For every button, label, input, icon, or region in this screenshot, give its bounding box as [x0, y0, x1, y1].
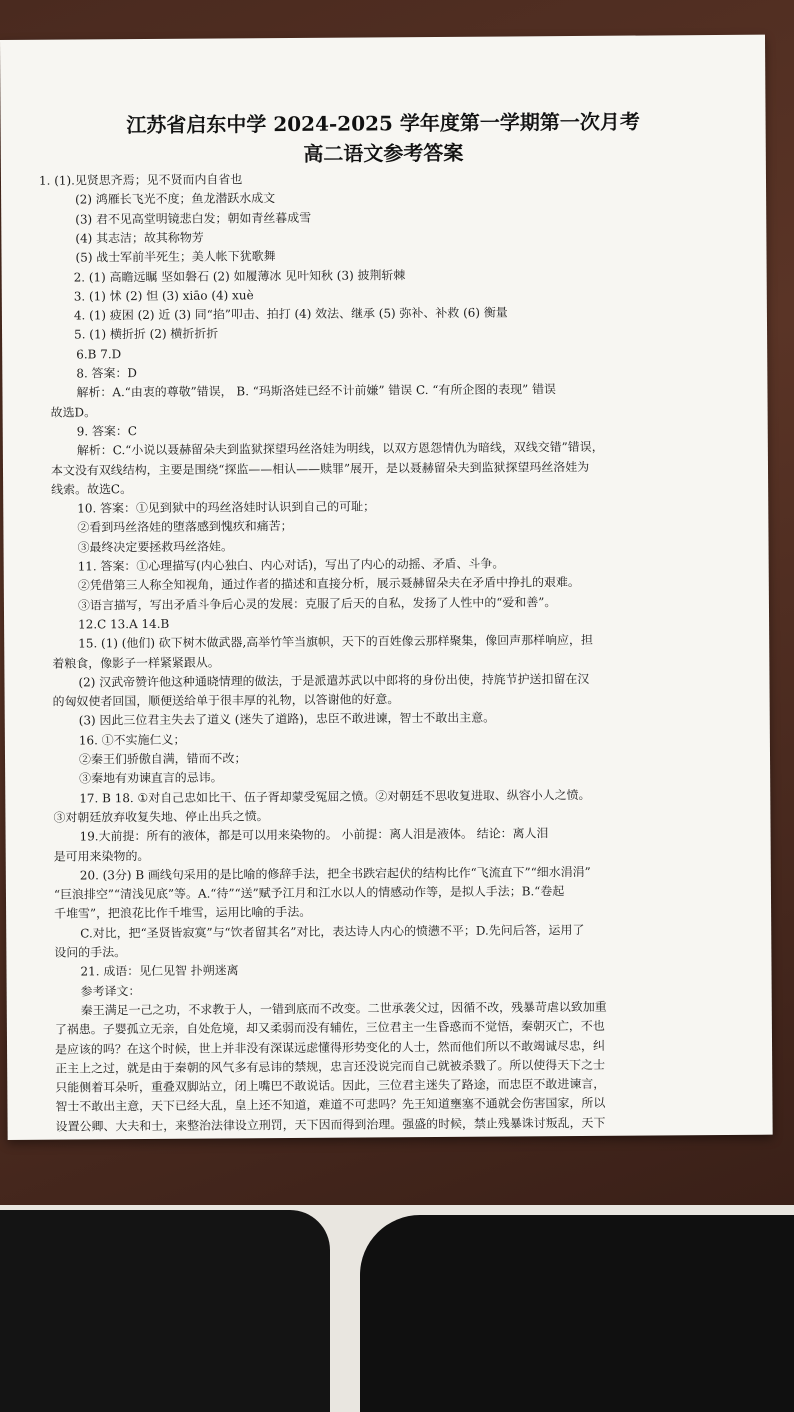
text-line: 是应该的吗？在这个时候，世上并非没有深谋远虑懂得形势变化的人士，然而他们所以不敢竭诚尽忠，纠: [54, 1038, 605, 1057]
text-line: ②凭借第三人称全知视角，通过作者的描述和直接分析，展示聂赫留朵夫在矛盾中挣扎的艰难。: [77, 575, 580, 593]
exam-answer-sheet: [0, 35, 773, 1140]
text-line: 是可用来染物的。: [53, 848, 150, 864]
text-line: 10. 答案：①见到狱中的玛丝洛娃时认识到自己的可耻；: [77, 499, 376, 516]
text-line: 3. (1) 怵 (2) 怛 (3) xiāo (4) xuè: [73, 288, 254, 304]
text-line: 20. (3分) B 画线句采用的是比喻的修辞手法，把全书跌宕起伏的结构比作“飞流直下”“细水涓涓”: [79, 864, 591, 883]
text-line: 设问的手法。: [54, 945, 127, 960]
text-line: (5) 战士军前半死生；美人帐下犹歌舞: [75, 249, 276, 265]
text-line: (3) 因此三位君主失去了道义 (迷失了道路)，忠臣不敢进谏，智士不敢出主意。: [78, 710, 496, 728]
text-line: (2) 鸿雁长飞光不度；鱼龙潜跃水成文: [75, 191, 276, 207]
document-title: 江苏省启东中学 2024-2025 学年度第一学期第一次月考: [126, 109, 640, 138]
dark-clothing-left: [0, 1210, 330, 1412]
text-line: 着粮食，像影子一样紧紧跟从。: [52, 654, 220, 671]
text-line: 19.大前提：所有的液体，都是可以用来染物的。 小前提：离人泪是液体。 结论：离人泪: [79, 826, 549, 844]
text-line: 11. 答案：①心理描写(内心独白、内心对话)，写出了内心的动摇、矛盾、斗争。: [77, 556, 505, 574]
text-line: ③秦地有劝谏直言的忌讳。: [79, 770, 223, 786]
text-line: 8. 答案：D: [76, 366, 138, 381]
text-line: C.对比，把“圣贤皆寂寞”与“饮者留其名”对比，表达诗人内心的愤懑不平；D.先问后答，运用了: [80, 922, 585, 941]
text-line: 6.B 7.D: [76, 346, 122, 362]
text-line: “巨浪排空”“清浅见底”等。A.“待”“送”赋予江月和江水以人的情感动作等，是拟人手法；B.“卷起: [53, 884, 565, 902]
text-line: 正主上之过，就是由于秦朝的风气多有忌讳的禁规，忠言还没说完而自己就被杀戮了。所以使得天下之士: [55, 1057, 606, 1076]
text-line: 5. (1) 横折折 (2) 横折折折: [74, 326, 219, 342]
text-line: 智士不敢出主意，天下已经大乱，皇上还不知道，难道不可悲吗？先王知道壅塞不通就会伤害国家，所以: [55, 1096, 606, 1115]
text-line: 9. 答案：C: [76, 423, 138, 439]
text-line: (3) 君不见高堂明镜悲白发；朝如青丝暮成雪: [75, 210, 312, 227]
text-line: 2. (1) 高瞻远瞩 坚如磐石 (2) 如履薄冰 见叶知秋 (3) 披荆斩棘: [73, 267, 406, 284]
text-line: ③语言描写，写出矛盾斗争后心灵的发展：克服了后天的自私，发扬了人性中的“爱和善”。: [77, 594, 557, 613]
text-line: (4) 其志洁；故其称物芳: [75, 230, 204, 246]
text-line: ②看到玛丝洛娃的堕落感到愧疚和痛苦；: [77, 519, 293, 535]
text-line: 15. (1) (他们) 砍下树木做武器,高举竹竿当旗帜，天下的百姓像云那样聚集，像回声那样响应，担: [78, 633, 593, 651]
text-line: 参考译文：: [80, 983, 141, 999]
text-line: 线索。故选C。: [51, 481, 133, 497]
text-line: 故选D。: [50, 404, 97, 420]
text-line: 秦王满足一己之功，不求教于人，一错到底而不改变。二世承袭父过，因循不改，残暴苛虐以致加重: [80, 999, 607, 1018]
text-line: 12.C 13.A 14.B: [78, 616, 170, 632]
text-line: ③对朝廷放弃收复失地、停止出兵之愤。: [53, 809, 269, 825]
text-line: 本文没有双线结构，主要是围绕“探监——相认——赎罪”展开，是以聂赫留朵夫到监狱探望玛丝洛娃为: [50, 459, 590, 478]
text-line: (2) 汉武帝赞许他这种通晓情理的做法，于是派遣苏武以中郎将的身份出使，持旄节护送扣留在汉: [78, 671, 590, 690]
text-line: 千堆雪”，把浪花比作千堆雪，运用比喻的手法。: [54, 905, 312, 922]
text-line: 4. (1) 疲困 (2) 近 (3) 同“掐”叩击、拍打 (4) 效法、继承 (5) 弥补、补救 (6) 衡量: [73, 305, 508, 323]
text-line: 解析：A.“由衷的尊敬”错误， B. “玛斯洛娃已经不计前嫌” 错误 C. “有所企图的表现” 错误: [76, 382, 557, 400]
text-line: 21. 成语：见仁见智 扑朔迷离: [80, 963, 239, 979]
text-line: 解析：C.“小说以聂赫留朵夫到监狱探望玛丝洛娃为明线，以双方恩怨情仇为暗线，双线交错”错误，: [76, 439, 604, 458]
document-subtitle: 高二语文参考答案: [303, 140, 464, 166]
text-line: ②秦王们骄傲自满，错而不改；: [78, 751, 247, 767]
text-line: 16. ①不实施仁义；: [78, 732, 186, 748]
text-line: 只能侧着耳朵听，重叠双脚站立，闭上嘴巴不敢说话。因此，三位君主迷失了路途，而忠臣不敢进谏言，: [55, 1076, 606, 1095]
text-line: 了祸患。子婴孤立无亲，自处危境，却又柔弱而没有辅佐，三位君主一生昏惑而不觉悟，秦朝灭亡，不也: [54, 1018, 605, 1037]
text-line: 1. (1).见贤思齐焉；见不贤而内自省也: [38, 172, 243, 188]
dark-clothing-right: [360, 1215, 794, 1412]
text-line: ③最终决定要拯救玛丝洛娃。: [77, 539, 233, 555]
text-line: 的匈奴使者回国，顺便送给单于很丰厚的礼物，以答谢他的好意。: [52, 692, 400, 709]
text-line: 17. B 18. ①对自己忠如比干、伍子胥却蒙受冤屈之愤。②对朝廷不思收复进取、纵容小人之愤。: [79, 787, 591, 806]
text-line: 设置公卿、大夫和士，来整治法律设立刑罚，天下因而得到治理。强盛的时候，禁止残暴诛讨叛乱，天下: [55, 1115, 606, 1134]
